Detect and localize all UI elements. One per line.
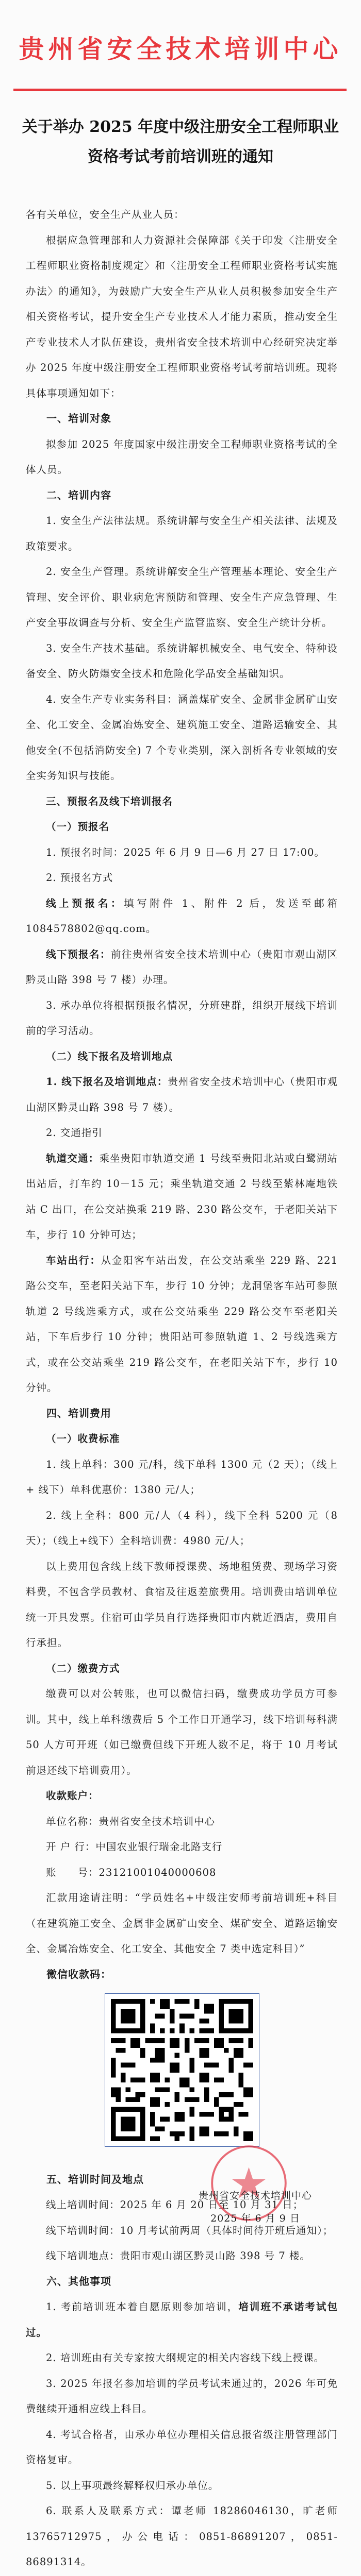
rail-transit-label: 轨道交通： xyxy=(46,1152,100,1164)
training-location-text: 贵州省安全技术培训中心（贵阳市观山湖区黔灵山路 398 号 7 楼）。 xyxy=(26,1076,338,1113)
online-training-time: 线上培训时间：2025 年 6 月 20 日至 10 月 31 日； xyxy=(46,2199,304,2211)
offline-pre-registration-label: 线下预报名： xyxy=(46,948,111,960)
section-2-item: 4. 安全生产专业实务科目：涵盖煤矿安全、金属非金属矿山安全、化工安全、金属冶炼安全、建筑施工安全、道路运输安全、其他安全(不包括消防安全) 7 个专业类别，深入剖析各专业领域的安全实务知识与技能。 xyxy=(26,693,338,782)
wechat-qr-title: 微信收款码： xyxy=(46,1968,111,1980)
traffic-guide-title: 2. 交通指引 xyxy=(46,1127,103,1139)
fee-standard-heading: （一）收费标准 xyxy=(46,1433,120,1445)
station-travel-text: 从金阳客车站出发，在公交站乘坐 229 路、221 路公交车，至老阳关站下车，步行 10 分钟；龙洞堡客车站可参照轨道 2 号线选乘方式，或在公交站乘坐 229 路公交车至老阳关站，下车后步行 10 分钟；贵阳站可参照轨道 1、2 号线选乘方式，或在公交站乘坐 219 路公交车，在老阳关站下车，步行 10 分钟。 xyxy=(26,1254,338,1394)
section-2-item: 3. 安全生产技术基础。系统讲解机械安全、电气安全、特种设备安全、防火防爆安全技术和危险化学品安全基础知识。 xyxy=(26,642,338,680)
section-1-text: 拟参加 2025 年度国家中级注册安全工程师职业资格考试的全体人员。 xyxy=(26,438,338,476)
section-2-item: 2. 安全生产管理。系统讲解安全生产管理基本理论、安全生产管理、安全评价、职业病危害预防和管理、安全生产应急管理、生产安全事故调查与分析、安全生产监管监察、安全生产统计分析。 xyxy=(26,566,338,629)
training-location xyxy=(26,1069,338,1120)
rail-transit-text: 乘坐贵阳市轨道交通 1 号线至贵阳北站或白鹭湖站出站后，打车约 10－15 元；乘坐轨道交通 2 号线至紫林庵地铁站 C 出口，在公交站换乘 219 路、230 路公交车，于老阳关站下车，步行 10 分钟可达； xyxy=(26,1152,338,1241)
account-bank: 开 户 行：中国农业银行瑞金北路支行 xyxy=(46,1841,223,1853)
qr-code-container xyxy=(26,1987,338,2167)
pre-registration-item-3: 3. 承办单位将根据预报名情况，分班建群，组织开展线下培训前的学习活动。 xyxy=(26,999,338,1037)
intro-paragraph: 根据应急管理部和人力资源社会保障部《关于印发〈注册安全工程师职业资格制度规定〉和〈注册安全工程师职业资格考试实施办法〉的通知》，为鼓励广大安全生产从业人员积极参加安全生产相关资格考试，提升安全生产专业技术人才能力素质，推动安全生产专业技术人才队伍建设，贵州省安全技术培训中心经研究决定举办 2025 年度中级注册安全工程师职业资格考试考前培训班。现将具体事项通知如下： xyxy=(26,234,338,399)
section-3-heading: 三、预报名及线下培训报名 xyxy=(46,795,173,807)
account-title: 收款账户： xyxy=(46,1790,99,1802)
account-name: 单位名称：贵州省安全技术培训中心 xyxy=(46,1815,216,1827)
other-item-4: 4. 考试合格者，由承办单位办理相关信息报省级注册管理部门资格复审。 xyxy=(26,2428,338,2466)
wechat-qr-code-icon[interactable] xyxy=(105,1993,259,2147)
document-title xyxy=(21,112,340,172)
other-item-1-text: 1. 考前培训班本着自愿原则参加培训， xyxy=(46,2301,239,2313)
account-number: 账 号：23121001040000608 xyxy=(46,1866,217,1878)
station-travel xyxy=(26,1248,338,1401)
offline-training-place: 线下培训地点：贵阳市观山湖区黔灵山路 398 号 7 楼。 xyxy=(46,2250,310,2262)
offline-training-time: 线下培训时间：10 月考试前两周（具体时间待开班后通知）； xyxy=(46,2224,334,2236)
section-2-item: 1. 安全生产法律法规。系统讲解与安全生产相关法律、法规及政策要求。 xyxy=(26,515,338,552)
document-title-line-1: 关于举办 2025 年度中级注册安全工程师职业 xyxy=(22,118,339,136)
other-item-1 xyxy=(26,2294,338,2345)
section-2-heading: 二、培训内容 xyxy=(46,488,111,501)
salutation: 各有关单位，安全生产从业人员： xyxy=(26,209,185,221)
section-1-heading: 一、培训对象 xyxy=(46,412,111,425)
offline-pre-registration-text: 前往贵州省安全技术培训中心（贵阳市观山湖区黔灵山路 398 号 7 楼）办理。 xyxy=(26,948,338,986)
other-item-2: 2. 培训班由有关专家按大纲规定的相关内容线下线上授课。 xyxy=(46,2352,325,2364)
contact-info: 6. 联系人及联系方式：谭老师 18286046130，旷老师 13765712975，办公电话：0851-86891207，0851-86891314。 xyxy=(26,2505,338,2568)
masthead-red-rule xyxy=(13,89,347,91)
fee-item-2: 2. 线上全科：800 元/人（4 科），线下全科 5200 元（8 天）；（线上+线下）全科培训费：4980 元/人； xyxy=(26,1509,338,1547)
payment-method-heading: （二）缴费方式 xyxy=(46,1662,120,1674)
masthead-org-name: 贵州省安全技术培训中心 xyxy=(19,34,342,64)
offline-registration-heading: （二）线下报名及培训地点 xyxy=(46,1050,173,1062)
pre-registration-method-title: 2. 预报名方式 xyxy=(46,872,113,884)
pre-registration-heading: （一）预报名 xyxy=(46,821,110,833)
fee-note: 以上费用包含线上线下教师授课费、场地租赁费、现场学习资料费，不包含学员教材、食宿及往返差旅费用。培训费由培训单位统一开具发票。住宿可由学员自行选择贵阳市内就近酒店，费用自行承担。 xyxy=(26,1560,338,1649)
section-5-heading: 五、培训时间及地点 xyxy=(46,2173,144,2185)
signature-org: 贵州省安全技术培训中心 xyxy=(198,2190,312,2201)
online-pre-registration xyxy=(26,891,338,942)
other-item-5: 5. 以上事项最终解释权归承办单位。 xyxy=(46,2479,219,2492)
fee-item-1: 1. 线上单科：300 元/科，线下单科 1300 元（2 天）；（线上 + 线下）单科优惠价：1380 元/人； xyxy=(26,1458,338,1496)
document-title-line-2: 资格考试考前培训班的通知 xyxy=(88,148,273,166)
online-pre-registration-label: 线上预报名： xyxy=(46,897,124,909)
online-pre-registration-text: 填写附件 1、附件 2 后，发送至邮箱 1084578802@qq.com。 xyxy=(26,897,338,935)
section-6-heading: 六、其他事项 xyxy=(46,2275,111,2287)
signature-date: 2025 年 6 月 9 日 xyxy=(210,2213,300,2224)
no-pass-guarantee-note: 培训班不承诺考试包过。 xyxy=(26,2301,338,2338)
offline-pre-registration xyxy=(26,942,338,993)
station-travel-label: 车站出行： xyxy=(46,1254,101,1266)
remittance-note: 汇款用途请注明：“学员姓名+中级注安师考前培训班+科目（在建筑施工安全、金属非金属矿山安全、煤矿安全、道路运输安全、金属冶炼安全、化工安全、其他安全 7 类中选定科目）” xyxy=(26,1892,338,1955)
payment-method-text: 缴费可以对公转账，也可以微信扫码，缴费成功学员方可参训。其中，线上单科缴费后 5 个工作日开通学习，线下培训每科满 50 人方可开班（如已缴费但线下开班人数不足，将于 10 月考试前退还线下培训费用）。 xyxy=(26,1688,338,1776)
signature-block xyxy=(191,2184,320,2230)
rail-transit xyxy=(26,1146,338,1248)
pre-registration-time: 1. 预报名时间：2025 年 6 月 9 日—6 月 27 日 17:00。 xyxy=(46,846,325,858)
section-4-heading: 四、培训费用 xyxy=(46,1406,111,1419)
other-item-3: 3. 2025 年报名参加培训的学员考试未通过的，2026 年可免费继续开通相应线上科目。 xyxy=(26,2377,338,2415)
training-location-label: 1. 线下报名及培训地点： xyxy=(46,1076,168,1088)
